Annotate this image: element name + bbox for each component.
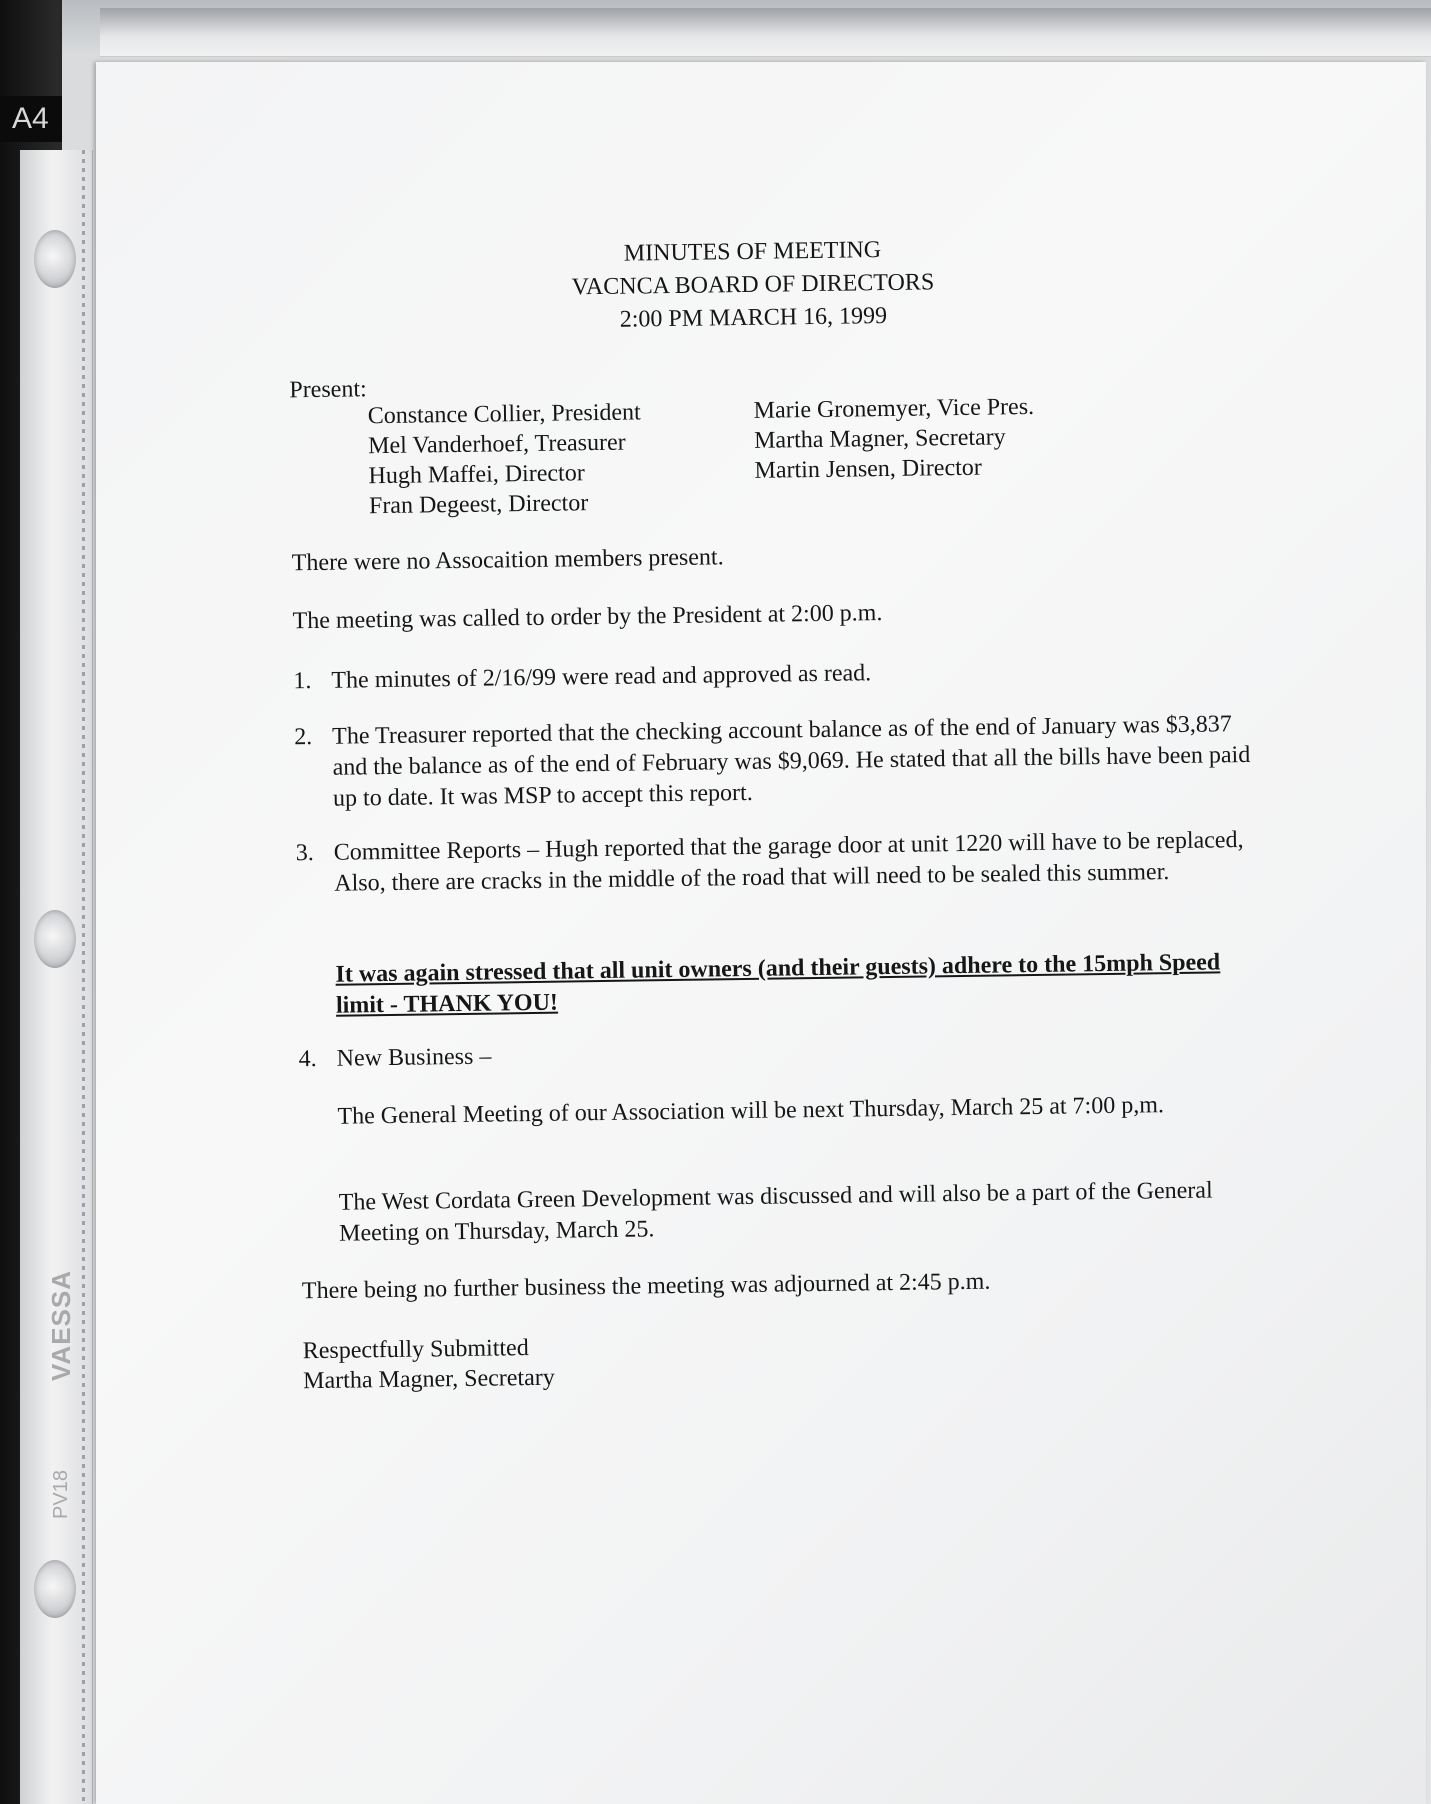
item-number: 2. — [294, 724, 313, 751]
item-number: 1. — [293, 668, 312, 695]
new-business-general-meeting: The General Meeting of our Association will be next Thursday, March 25 at 7:00 p,m. — [337, 1092, 1165, 1130]
attendee: Martin Jensen, Director — [754, 454, 982, 484]
item-text: The minutes of 2/16/99 were read and approved as read. — [331, 660, 872, 694]
document-title — [87, 227, 1418, 345]
call-to-order-statement: The meeting was called to order by the President at 2:00 p.m. — [292, 600, 883, 635]
attendees-right-column — [753, 392, 1035, 486]
attendee: Mel Vanderhoef, Treasurer — [367, 429, 626, 460]
title-line-3: 2:00 PM MARCH 16, 1999 — [619, 302, 888, 333]
agenda-item-4 — [299, 1031, 1259, 1075]
signature-line-1: Respectfully Submitted — [302, 1335, 529, 1365]
new-business-west-cordata: The West Cordata Green Development was discussed and will also be a part of the General Meeting on Thursday, March 25. — [338, 1177, 1213, 1247]
punch-hole — [34, 910, 76, 968]
sleeve-binding-strip — [20, 150, 93, 1804]
sleeve-code-text: PV18 — [50, 1470, 72, 1519]
item-number: 4. — [298, 1046, 317, 1073]
signature-line-2: Martha Magner, Secretary — [303, 1364, 555, 1395]
item-text: Committee Reports – Hugh reported that the garage door at unit 1220 will have to be replaced, Also, there are cracks in the middle of the road that will need to be sealed this summer. — [333, 827, 1244, 897]
attendee: Martha Magner, Secretary — [753, 424, 1006, 454]
title-line-1: MINUTES OF MEETING — [623, 237, 882, 267]
item-text: New Business – — [336, 1043, 492, 1072]
strip-stitching — [82, 150, 85, 1804]
title-line-2: VACNCA BOARD OF DIRECTORS — [571, 269, 935, 301]
attendee: Constance Collier, President — [367, 399, 641, 430]
binder-tab-label: A4 — [0, 96, 70, 142]
signature-block — [303, 1333, 555, 1397]
attendee: Fran Degeest, Director — [368, 490, 589, 520]
agenda-item-3 — [296, 825, 1257, 900]
adjournment-statement: There being no further business the meeting was adjourned at 2:45 p.m. — [301, 1268, 991, 1305]
speed-limit-notice: It was again stressed that all unit owners (and their guests) adhere to the 15mph Speed limit - THANK YOU! — [335, 949, 1221, 1019]
attendee: Hugh Maffei, Director — [368, 460, 585, 490]
present-label: Present: — [289, 376, 367, 404]
minutes-document — [85, 53, 1431, 1804]
no-members-statement: There were no Assocaition members present. — [291, 544, 724, 577]
sleeve-top-edge — [100, 8, 1431, 57]
punch-hole — [34, 230, 76, 288]
punch-hole — [34, 1560, 76, 1618]
attendee: Marie Gronemyer, Vice Pres. — [753, 393, 1035, 424]
item-number: 3. — [295, 840, 315, 867]
attendees-left-column — [368, 397, 643, 521]
paper-page — [96, 62, 1426, 1804]
item-text: The Treasurer reported that the checking account balance as of the end of January was $3,837 and the balance as of the end of February was $9,069. He stated that all the bills have been paid up to date. It was MSP to accept this report. — [332, 711, 1251, 812]
agenda-item-2 — [294, 709, 1255, 815]
agenda-item-1 — [293, 653, 1253, 697]
sleeve-brand-text: VAESSA — [46, 1270, 76, 1381]
